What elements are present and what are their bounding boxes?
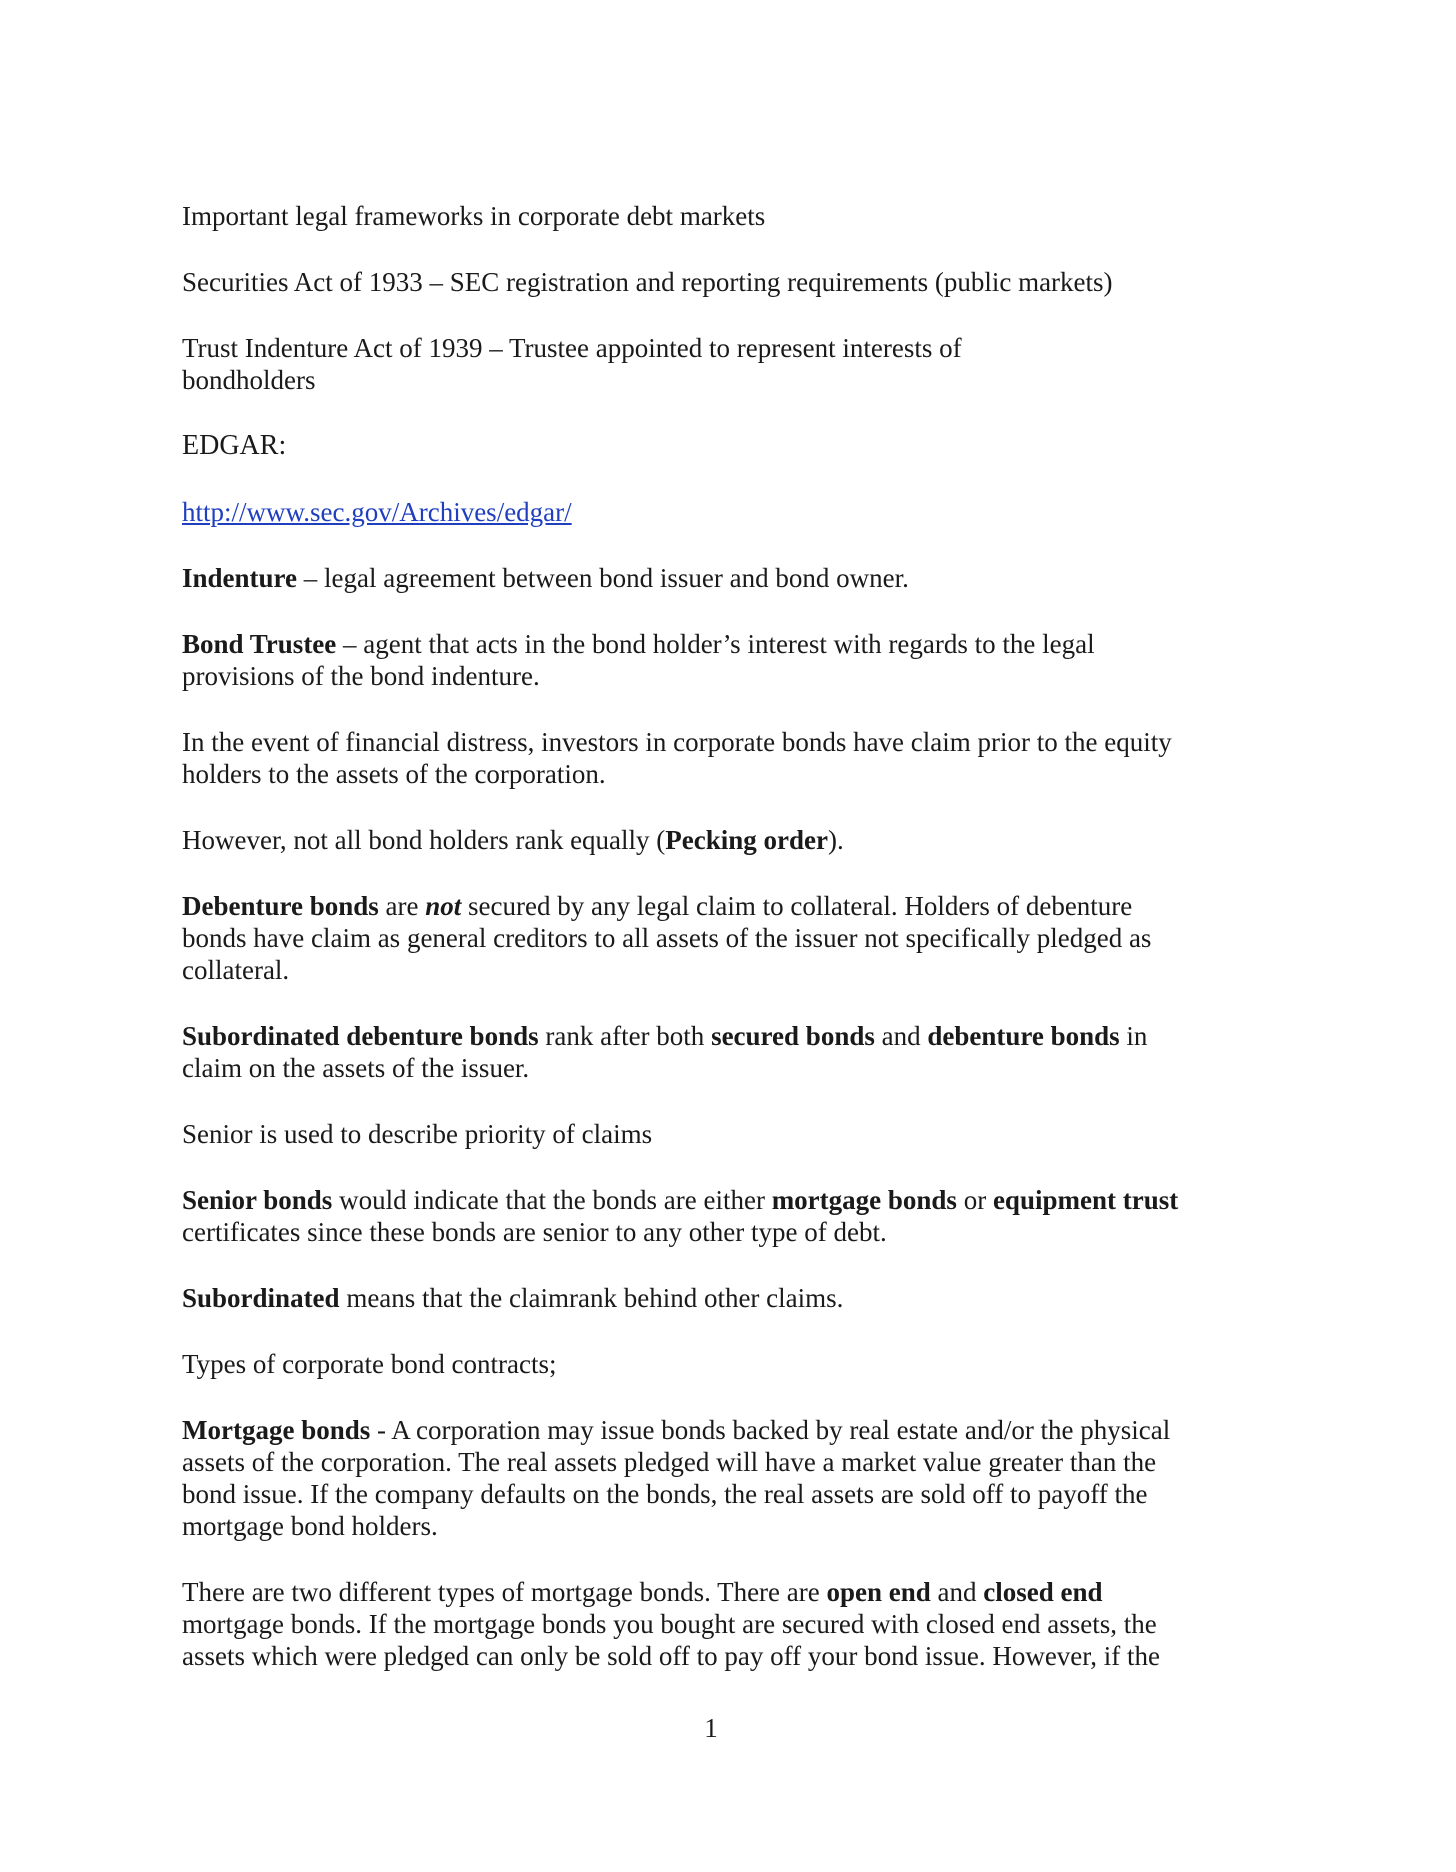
subordinated-debenture-in: in (1119, 1021, 1148, 1051)
subordinated-debenture-and: and (874, 1021, 928, 1051)
mortgage-types-pre: There are two different types of mortgage bonds. There are (182, 1577, 827, 1607)
mortgage-bonds-term: mortgage bonds (771, 1185, 957, 1215)
page-number: 1 (704, 1713, 718, 1743)
subordinated-paragraph (182, 1282, 1252, 1314)
mortgage-types-line-2: mortgage bonds. If the mortgage bonds you bought are secured with closed end assets, the (182, 1609, 1157, 1639)
mortgage-types-line-3: assets which were pledged can only be sold off to pay off your bond issue. However, if the (182, 1641, 1160, 1671)
pecking-order-post: ). (828, 825, 844, 855)
debenture-not-emphasis: not (425, 891, 462, 921)
senior-bonds-or: or (956, 1185, 993, 1215)
senior-bonds-paragraph (182, 1184, 1252, 1248)
document-body (182, 200, 1252, 1706)
subordinated-term: Subordinated (182, 1283, 340, 1313)
subordinated-debenture-line-2: claim on the assets of the issuer. (182, 1053, 530, 1083)
senior-bonds-mid: would indicate that the bonds are either (332, 1185, 772, 1215)
financial-distress-line-2: holders to the assets of the corporation. (182, 759, 606, 789)
subordinated-definition: means that the claimrank behind other claims. (339, 1283, 844, 1313)
equipment-trust-term: equipment trust (992, 1185, 1179, 1215)
bond-trustee-term: Bond Trustee (182, 629, 337, 659)
edgar-label: EDGAR: (182, 430, 287, 461)
document-title (182, 200, 1252, 232)
indenture-definition (182, 562, 1252, 594)
edgar-link-paragraph (182, 496, 1252, 528)
mortgage-bonds-paragraph (182, 1414, 1252, 1542)
open-end-term: open end (826, 1577, 931, 1607)
mortgage-bonds-heading-term: Mortgage bonds (182, 1415, 371, 1445)
pecking-order-term: Pecking order (665, 825, 829, 855)
edgar-link[interactable]: http://www.sec.gov/Archives/edgar/ (182, 497, 572, 527)
mortgage-line-2: assets of the corporation. The real assets pledged will have a market value greater than the (182, 1447, 1157, 1477)
debenture-line-1-rest: secured by any legal claim to collateral. Holders of debenture (461, 891, 1133, 921)
financial-distress-line-1: In the event of financial distress, investors in corporate bonds have claim prior to the equity (182, 727, 1172, 757)
mortgage-types-paragraph (182, 1576, 1252, 1672)
senior-intro-paragraph (182, 1118, 1252, 1150)
debenture-are: are (378, 891, 426, 921)
mortgage-types-and: and (930, 1577, 984, 1607)
senior-bonds-term: Senior bonds (182, 1185, 333, 1215)
bond-trustee-definition (182, 628, 1252, 692)
indenture-term: Indenture (182, 563, 298, 593)
closed-end-term: closed end (983, 1577, 1103, 1607)
financial-distress-paragraph (182, 726, 1252, 790)
debenture-bonds-term: Debenture bonds (182, 891, 379, 921)
types-intro-text: Types of corporate bond contracts; (182, 1349, 557, 1379)
edgar-label-paragraph (182, 430, 1252, 462)
bond-trustee-text-line-2: provisions of the bond indenture. (182, 661, 540, 691)
mortgage-line-3: bond issue. If the company defaults on the bonds, the real assets are sold off to payoff the (182, 1479, 1148, 1509)
debenture-bonds-paragraph (182, 890, 1252, 986)
senior-bonds-line-2: certificates since these bonds are senior to any other type of debt. (182, 1217, 887, 1247)
types-intro-paragraph (182, 1348, 1252, 1380)
securities-act-paragraph (182, 266, 1252, 298)
pecking-order-paragraph (182, 824, 1252, 856)
debenture-line-2: bonds have claim as general creditors to all assets of the issuer not specifically pledged as (182, 923, 1152, 953)
title-text: Important legal frameworks in corporate debt markets (182, 201, 766, 231)
subordinated-debenture-paragraph (182, 1020, 1252, 1084)
bond-trustee-text-line-1: – agent that acts in the bond holder’s interest with regards to the legal (336, 629, 1095, 659)
secured-bonds-term: secured bonds (711, 1021, 875, 1051)
pecking-order-pre: However, not all bond holders rank equally ( (182, 825, 666, 855)
trust-indenture-line-1: Trust Indenture Act of 1939 – Trustee appointed to represent interests of (182, 333, 962, 363)
debenture-bonds-term-2: debenture bonds (927, 1021, 1120, 1051)
subordinated-debenture-mid: rank after both (538, 1021, 712, 1051)
senior-intro-text: Senior is used to describe priority of claims (182, 1119, 653, 1149)
trust-indenture-line-2: bondholders (182, 365, 316, 395)
securities-act-text: Securities Act of 1933 – SEC registration and reporting requirements (public markets) (182, 267, 1113, 297)
debenture-line-3: collateral. (182, 955, 290, 985)
indenture-definition-text: – legal agreement between bond issuer and bond owner. (297, 563, 909, 593)
subordinated-debenture-term: Subordinated debenture bonds (182, 1021, 539, 1051)
mortgage-line-4: mortgage bond holders. (182, 1511, 438, 1541)
trust-indenture-paragraph (182, 332, 1252, 396)
mortgage-line-1: - A corporation may issue bonds backed by real estate and/or the physical (370, 1415, 1171, 1445)
